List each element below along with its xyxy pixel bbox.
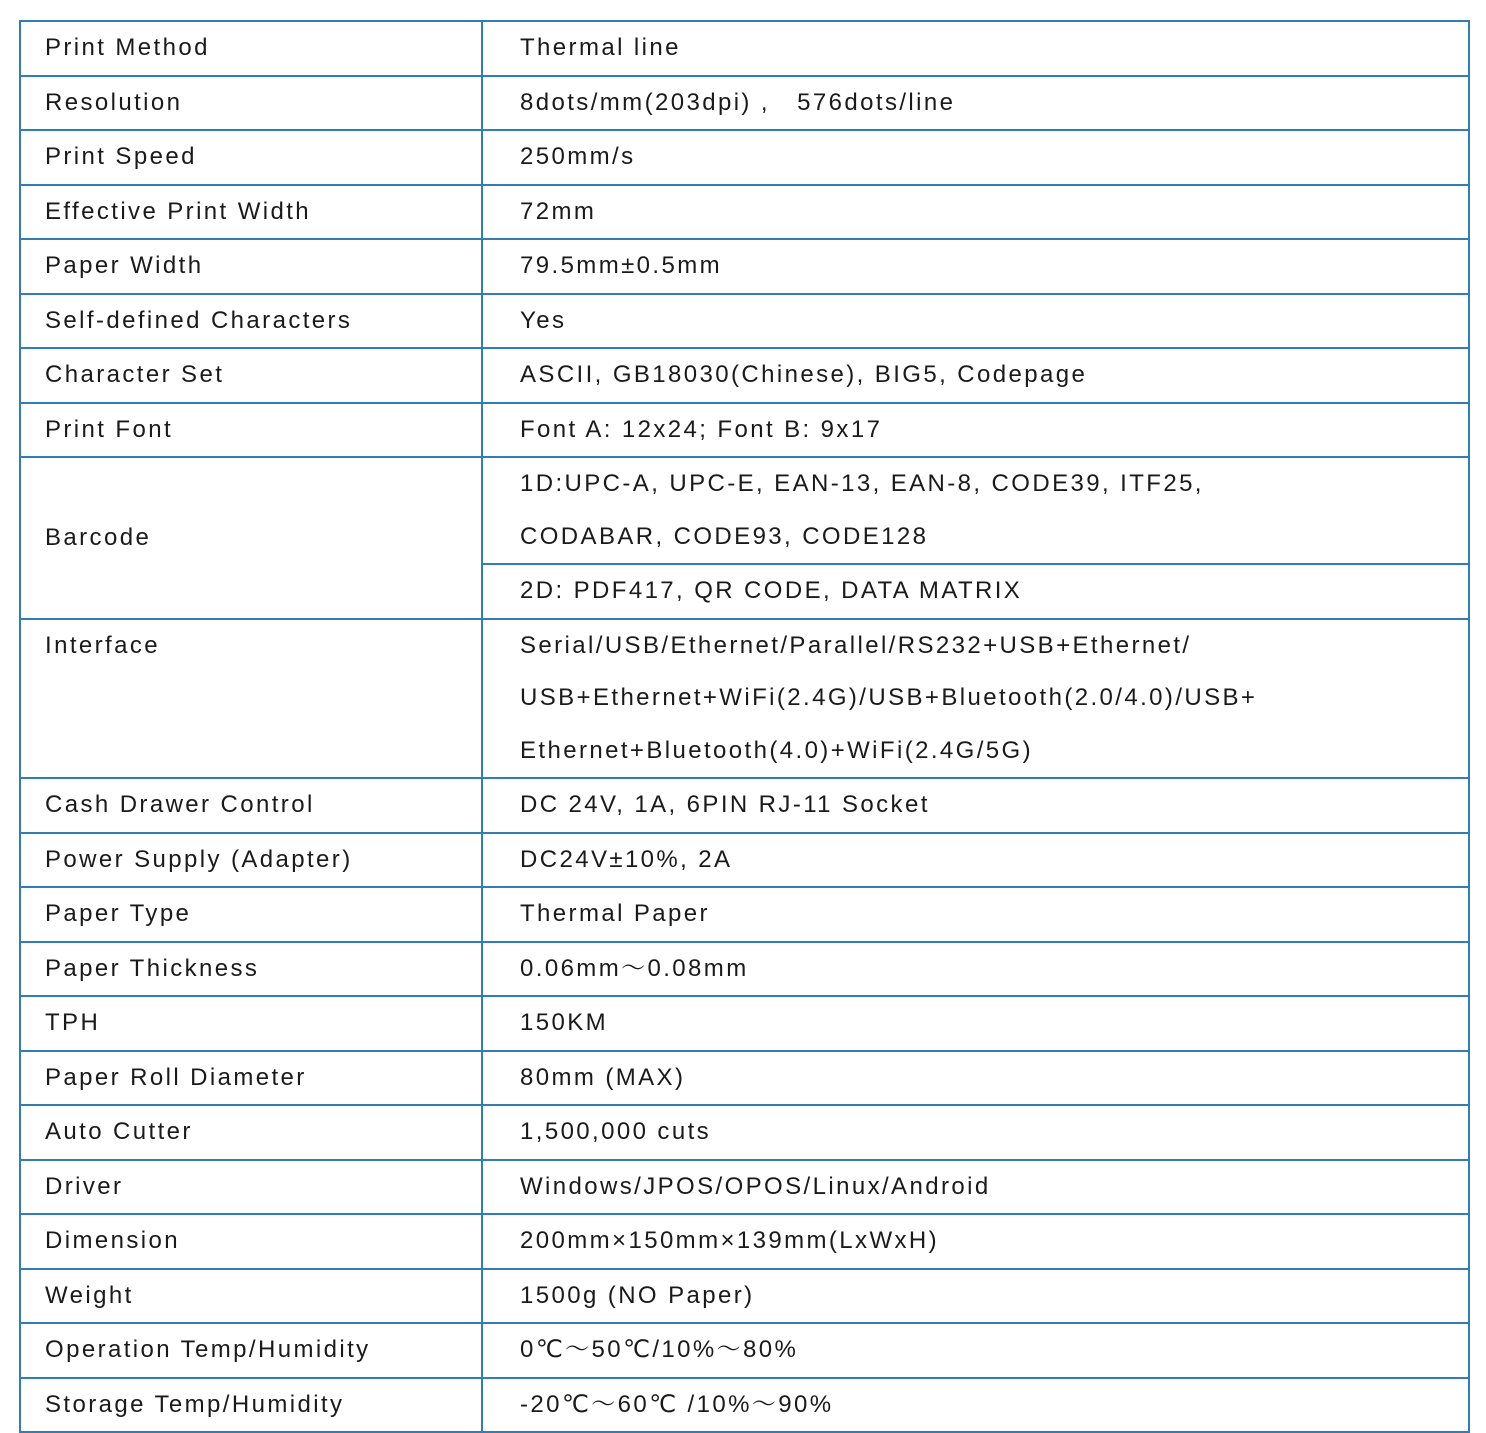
spec-value: Yes <box>482 294 1469 349</box>
spec-row-effective-print-width <box>20 185 1469 240</box>
spec-row-self-defined-characters <box>20 294 1469 349</box>
spec-row-character-set <box>20 348 1469 403</box>
spec-row-tph <box>20 996 1469 1051</box>
spec-value-interface <box>482 619 1469 779</box>
spec-row-weight <box>20 1269 1469 1324</box>
spec-label: Dimension <box>20 1214 482 1269</box>
spec-row-power-supply <box>20 833 1469 888</box>
spec-value-barcode-1d <box>482 457 1469 564</box>
spec-value: Font A: 12x24; Font B: 9x17 <box>482 403 1469 458</box>
spec-label: Operation Temp/Humidity <box>20 1323 482 1378</box>
spec-label: Effective Print Width <box>20 185 482 240</box>
spec-label: Storage Temp/Humidity <box>20 1378 482 1433</box>
spec-row-auto-cutter <box>20 1105 1469 1160</box>
spec-label: Driver <box>20 1160 482 1215</box>
spec-row-operation-temp <box>20 1323 1469 1378</box>
spec-label: Resolution <box>20 76 482 131</box>
spec-label: Barcode <box>20 457 482 619</box>
spec-row-paper-thickness <box>20 942 1469 997</box>
spec-value-line: 1D:UPC-A, UPC-E, EAN-13, EAN-8, CODE39, ITF25, <box>520 470 1204 497</box>
spec-label: Paper Type <box>20 887 482 942</box>
spec-row-dimension <box>20 1214 1469 1269</box>
spec-label: Weight <box>20 1269 482 1324</box>
spec-row-print-method <box>20 21 1469 76</box>
spec-value: 0.06mm～0.08mm <box>482 942 1469 997</box>
spec-value: 150KM <box>482 996 1469 1051</box>
spec-value: 250mm/s <box>482 130 1469 185</box>
spec-value: 8dots/mm(203dpi) , 576dots/line <box>482 76 1469 131</box>
spec-value: ASCII, GB18030(Chinese), BIG5, Codepage <box>482 348 1469 403</box>
spec-table <box>19 20 1470 1433</box>
spec-value: 0℃～50℃/10%～80% <box>482 1323 1469 1378</box>
spec-label: Print Font <box>20 403 482 458</box>
spec-value-line: CODABAR, CODE93, CODE128 <box>520 522 929 550</box>
spec-value: 80mm (MAX) <box>482 1051 1469 1106</box>
spec-value: Thermal Paper <box>482 887 1469 942</box>
spec-label: Paper Thickness <box>20 942 482 997</box>
spec-value: 1500g (NO Paper) <box>482 1269 1469 1324</box>
spec-value: 1,500,000 cuts <box>482 1105 1469 1160</box>
spec-label: TPH <box>20 996 482 1051</box>
spec-value-line: Ethernet+Bluetooth(4.0)+WiFi(2.4G/5G) <box>520 736 1033 764</box>
spec-label: Cash Drawer Control <box>20 778 482 833</box>
spec-value: Thermal line <box>482 21 1469 76</box>
spec-value: 200mm×150mm×139mm(LxWxH) <box>482 1214 1469 1269</box>
spec-label: Self-defined Characters <box>20 294 482 349</box>
spec-row-cash-drawer-control <box>20 778 1469 833</box>
spec-row-paper-width <box>20 239 1469 294</box>
spec-row-print-speed <box>20 130 1469 185</box>
spec-label: Auto Cutter <box>20 1105 482 1160</box>
spec-row-paper-type <box>20 887 1469 942</box>
spec-label: Print Speed <box>20 130 482 185</box>
spec-value: Windows/JPOS/OPOS/Linux/Android <box>482 1160 1469 1215</box>
spec-row-barcode <box>20 457 1469 564</box>
spec-value: DC 24V, 1A, 6PIN RJ-11 Socket <box>482 778 1469 833</box>
spec-label: Paper Width <box>20 239 482 294</box>
spec-row-driver <box>20 1160 1469 1215</box>
spec-row-resolution <box>20 76 1469 131</box>
spec-value: 79.5mm±0.5mm <box>482 239 1469 294</box>
spec-label: Interface <box>20 619 482 779</box>
spec-label: Print Method <box>20 21 482 76</box>
spec-row-interface <box>20 619 1469 779</box>
spec-value-barcode-2d: 2D: PDF417, QR CODE, DATA MATRIX <box>482 564 1469 619</box>
spec-value-line: Serial/USB/Ethernet/Parallel/RS232+USB+Ethernet/ <box>520 631 1192 659</box>
spec-label: Paper Roll Diameter <box>20 1051 482 1106</box>
spec-label: Character Set <box>20 348 482 403</box>
spec-value: 72mm <box>482 185 1469 240</box>
spec-row-paper-roll-diameter <box>20 1051 1469 1106</box>
spec-label: Power Supply (Adapter) <box>20 833 482 888</box>
spec-value: -20℃～60℃ /10%～90% <box>482 1378 1469 1433</box>
spec-value: DC24V±10%, 2A <box>482 833 1469 888</box>
spec-value-line: USB+Ethernet+WiFi(2.4G)/USB+Bluetooth(2.0/4.0)/USB+ <box>520 684 1258 711</box>
spec-row-storage-temp <box>20 1378 1469 1433</box>
spec-row-print-font <box>20 403 1469 458</box>
